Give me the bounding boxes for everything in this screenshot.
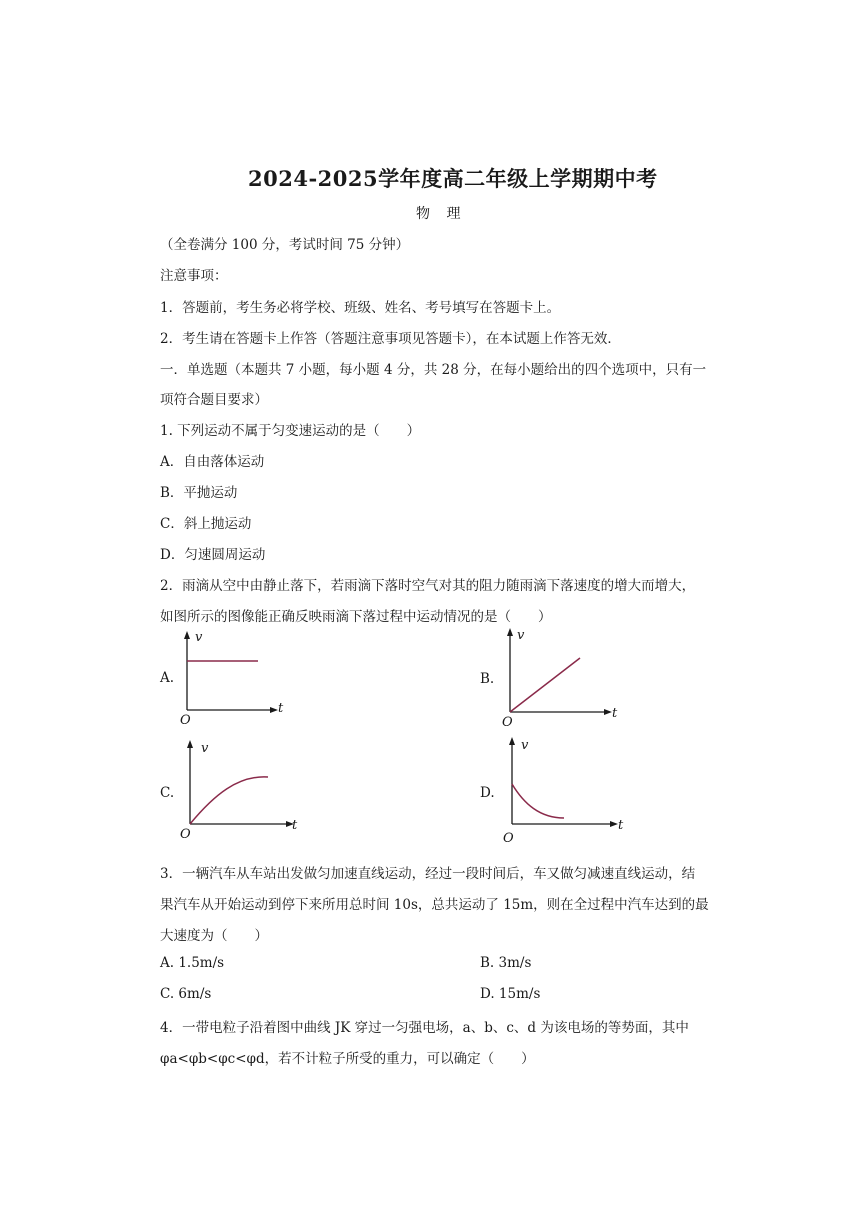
q3-stem-line2: 果汽车从开始运动到停下来所用总时间 10s，总共运动了 15m，则在全过程中汽车达到的最: [160, 897, 709, 913]
graph-c: [176, 737, 306, 842]
graph-d-v-label: v: [521, 738, 529, 753]
exam-title: 2024-2025学年度高二年级上学期期中考: [248, 166, 658, 191]
graph-b-y-arrow: [507, 628, 513, 636]
graph-a-x-arrow: [270, 707, 278, 713]
graph-d-origin-label: O: [503, 831, 514, 844]
q3-option-c: C. 6m/s: [160, 986, 212, 1002]
q3-option-d: D. 15m/s: [480, 986, 541, 1002]
graph-b: [496, 625, 626, 730]
note-1: 1．答题前，考生务必将学校、班级、姓名、考号填写在答题卡上。: [160, 300, 561, 316]
score-time-note: （全卷满分 100 分，考试时间 75 分钟）: [160, 237, 410, 253]
q1-stem: 1. 下列运动不属于匀变速运动的是（ ）: [160, 423, 421, 439]
graph-c-v-label: v: [201, 741, 209, 756]
graph-b-label: B.: [480, 671, 495, 687]
q3-option-b: B. 3m/s: [480, 955, 532, 971]
graph-c-t-label: t: [292, 818, 298, 833]
q3-stem-line3: 大速度为（ ）: [160, 928, 268, 944]
graph-b-v-label: v: [517, 628, 525, 643]
graph-c-origin-label: O: [180, 827, 191, 842]
q1-option-c: C．斜上抛运动: [160, 516, 252, 532]
graph-a-label: A.: [160, 670, 175, 686]
graph-d-curve: [512, 784, 564, 818]
graph-b-origin-label: O: [502, 715, 513, 730]
q4-stem-line1: 4．一带电粒子沿着图中曲线 JK 穿过一匀强电场，a、b、c、d 为该电场的等势面，其中: [160, 1020, 689, 1036]
note-2: 2．考生请在答题卡上作答（答题注意事项见答题卡），在本试题上作答无效．: [160, 331, 621, 347]
graph-d-t-label: t: [618, 818, 624, 833]
q2-stem-line1: 2．雨滴从空中由静止落下，若雨滴下落时空气对其的阻力随雨滴下落速度的增大而增大，: [160, 578, 696, 594]
graph-d-label: D.: [480, 785, 495, 801]
graph-a-y-arrow: [184, 631, 190, 639]
graph-a-v-label: v: [195, 630, 203, 645]
notes-heading: 注意事项：: [160, 268, 228, 284]
graph-a-origin-label: O: [180, 713, 191, 728]
graph-a-t-label: t: [278, 701, 284, 716]
graph-b-curve: [510, 658, 580, 712]
q1-option-b: B．平抛运动: [160, 485, 238, 501]
graph-d-x-arrow: [610, 821, 618, 827]
section1-heading-line1: 一．单选题（本题共 7 小题，每小题 4 分，共 28 分，在每小题给出的四个选项中，只有一: [160, 362, 707, 378]
q3-stem-line1: 3．一辆汽车从车站出发做匀加速直线运动，经过一段时间后，车又做匀减速直线运动，结: [160, 866, 696, 882]
graph-d: [498, 734, 633, 844]
graph-b-t-label: t: [612, 706, 618, 721]
q1-option-d: D．匀速圆周运动: [160, 547, 266, 563]
graph-c-curve: [190, 777, 268, 824]
graph-b-x-arrow: [604, 709, 612, 715]
graph-c-y-arrow: [187, 740, 193, 748]
q3-option-a: A. 1.5m/s: [160, 955, 225, 971]
q4-stem-line2: φa<φb<φc<φd，若不计粒子所受的重力，可以确定（ ）: [160, 1051, 535, 1067]
graph-a: [172, 628, 292, 728]
q2-stem-line2: 如图所示的图像能正确反映雨滴下落过程中运动情况的是（ ）: [160, 609, 552, 625]
q1-option-a: A．自由落体运动: [160, 454, 265, 470]
graph-d-y-arrow: [509, 737, 515, 745]
graph-c-label: C.: [160, 785, 175, 801]
section1-heading-line2: 项符合题目要求）: [160, 392, 268, 408]
subject-label: 物 理: [416, 206, 467, 222]
